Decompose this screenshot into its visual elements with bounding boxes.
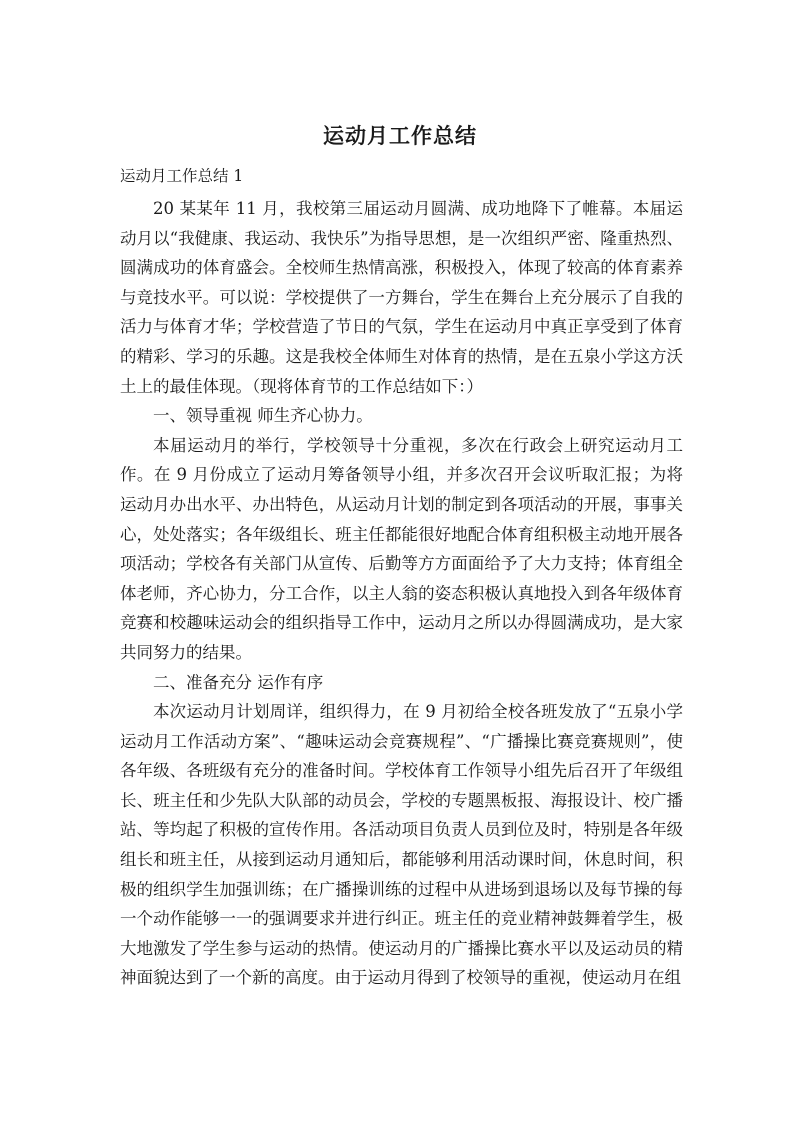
- paragraph-section-1: 本届运动月的举行，学校领导十分重视，多次在行政会上研究运动月工作。在 9 月份成立了运动月筹备领导小组，并多次召开会议听取汇报；为将运动月办出水平、办出特色，从运动月计划的制定到各项活动的开展，事事关心，处处落实；各年级组长、班主任都能很好地配合体育组积极主动地开展各项活动；学校各有关部门从宣传、后勤等方方面面给予了大力支持；体育组全体老师，齐心协力，分工合作，以主人翁的姿态积极认真地投入到各年级体育竞赛和校趣味运动会的组织指导工作中，运动月之所以办得圆满成功，是大家共同努力的结果。: [120, 435, 683, 662]
- section-heading-1: 一、领导重视 师生齐心协力。: [153, 406, 373, 426]
- document-subtitle: 运动月工作总结 1: [120, 167, 244, 185]
- document-body: [120, 194, 683, 993]
- paragraph-section-2: 本次运动月计划周详，组织得力，在 9 月初给全校各班发放了“五泉小学运动月工作活动方案”、“趣味运动会竞赛规程”、“广播操比赛竞赛规则”，使各年级、各班级有充分的准备时间。学校体育工作领导小组先后召开了年级组长、班主任和少先队大队部的动员会，学校的专题黑板报、海报设计、校广播站、等均起了积极的宣传作用。各活动项目负责人员到位及时，特别是各年级组长和班主任，从接到运动月通知后，都能够利用活动课时间，休息时间，积极的组织学生加强训练；在广播操训练的过程中从进场到退场以及每节操的每一个动作能够一一的强调要求并进行纠正。班主任的竞业精神鼓舞着学生，极大地激发了学生参与运动的热情。使运动月的广播操比赛水平以及运动员的精神面貌达到了一个新的高度。由于运动月得到了校领导的重视，使运动月在组: [120, 702, 683, 988]
- paragraph-intro: 20 某某年 11 月，我校第三届运动月圆满、成功地降下了帷幕。本届运动月以“我健康、我运动、我快乐”为指导思想，是一次组织严密、隆重热烈、圆满成功的体育盛会。全校师生热情高涨，积极投入，体现了较高的体育素养与竞技水平。可以说：学校提供了一方舞台，学生在舞台上充分展示了自我的活力与体育才华；学校营造了节日的气氛，学生在运动月中真正享受到了体育的精彩、学习的乐趣。这是我校全体师生对体育的热情，是在五泉小学这方沃土上的最佳体现。（现将体育节的工作总结如下：）: [120, 199, 683, 396]
- section-heading-2: 二、准备充分 运作有序: [153, 672, 324, 692]
- document-title: 运动月工作总结: [323, 124, 477, 148]
